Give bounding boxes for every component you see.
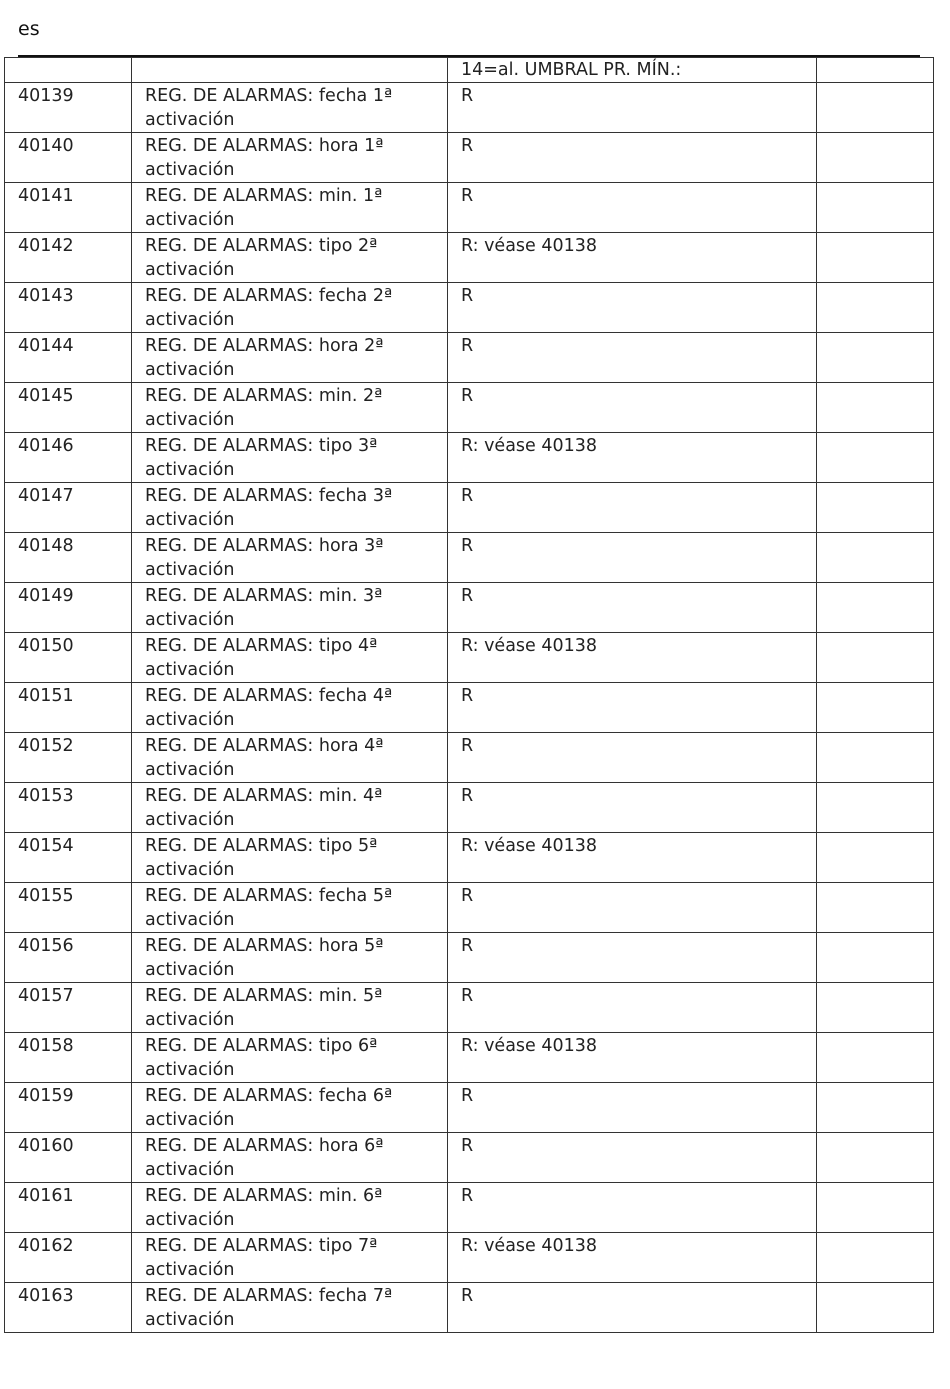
address-cell: 40145 [5, 383, 132, 433]
description-line: REG. DE ALARMAS: fecha 4ª [145, 686, 393, 706]
address-cell: 40159 [5, 1083, 132, 1133]
address-cell: 40147 [5, 483, 132, 533]
description-cell [132, 883, 448, 933]
description-line: activación [145, 810, 235, 830]
description-cell [132, 183, 448, 233]
description-cell [132, 1233, 448, 1283]
description-line: activación [145, 760, 235, 780]
notes-cell [817, 83, 934, 133]
access-cell: R [448, 183, 817, 233]
access-cell: R: véase 40138 [448, 233, 817, 283]
description-cell [132, 433, 448, 483]
notes-cell [817, 1183, 934, 1233]
description-line: REG. DE ALARMAS: hora 2ª [145, 336, 384, 356]
description-cell [132, 733, 448, 783]
table-row [5, 633, 934, 683]
address-cell: 40160 [5, 1133, 132, 1183]
description-line: activación [145, 710, 235, 730]
table-row [5, 1083, 934, 1133]
notes-cell [817, 833, 934, 883]
table-row [5, 1283, 934, 1333]
address-cell: 40152 [5, 733, 132, 783]
notes-cell [817, 283, 934, 333]
description-cell [132, 1183, 448, 1233]
description-line: activación [145, 310, 235, 330]
description-line: activación [145, 660, 235, 680]
table-row [5, 483, 934, 533]
description-line: REG. DE ALARMAS: hora 1ª [145, 136, 384, 156]
description-cell [132, 533, 448, 583]
access-cell: R [448, 133, 817, 183]
description-line: REG. DE ALARMAS: min. 5ª [145, 986, 383, 1006]
description-line: REG. DE ALARMAS: tipo 2ª [145, 236, 378, 256]
description-line: activación [145, 360, 235, 380]
access-cell: R [448, 1183, 817, 1233]
description-line: activación [145, 260, 235, 280]
continuation-row [5, 58, 934, 83]
description-line: activación [145, 110, 235, 130]
notes-cell [817, 633, 934, 683]
table-row [5, 233, 934, 283]
access-cell: R [448, 533, 817, 583]
description-line: REG. DE ALARMAS: fecha 6ª [145, 1086, 393, 1106]
notes-cell [817, 783, 934, 833]
description-cell [132, 1083, 448, 1133]
address-cell: 40150 [5, 633, 132, 683]
register-table-body [5, 58, 934, 1333]
address-cell: 40153 [5, 783, 132, 833]
description-cell [132, 683, 448, 733]
description-line: REG. DE ALARMAS: min. 2ª [145, 386, 383, 406]
notes-cell [817, 433, 934, 483]
table-row [5, 983, 934, 1033]
description-line: REG. DE ALARMAS: min. 1ª [145, 186, 383, 206]
notes-cell [817, 58, 934, 83]
access-cell: R [448, 683, 817, 733]
description-cell [132, 283, 448, 333]
table-row [5, 283, 934, 333]
address-cell: 40161 [5, 1183, 132, 1233]
table-row [5, 433, 934, 483]
access-cell: R [448, 1283, 817, 1333]
description-line: activación [145, 1160, 235, 1180]
table-row [5, 783, 934, 833]
description-line: activación [145, 460, 235, 480]
description-cell [132, 483, 448, 533]
table-row [5, 933, 934, 983]
description-line: REG. DE ALARMAS: tipo 7ª [145, 1236, 378, 1256]
description-cell [132, 633, 448, 683]
access-cell: R [448, 883, 817, 933]
address-cell: 40141 [5, 183, 132, 233]
access-cell: 14=al. UMBRAL PR. MÍN.: [448, 58, 817, 83]
description-line: REG. DE ALARMAS: fecha 3ª [145, 486, 393, 506]
table-row [5, 583, 934, 633]
table-row [5, 883, 934, 933]
access-cell: R: véase 40138 [448, 433, 817, 483]
description-line: REG. DE ALARMAS: tipo 6ª [145, 1036, 378, 1056]
description-line: REG. DE ALARMAS: hora 4ª [145, 736, 384, 756]
description-line: REG. DE ALARMAS: fecha 1ª [145, 86, 393, 106]
table-row [5, 1133, 934, 1183]
description-line: activación [145, 410, 235, 430]
description-cell [132, 583, 448, 633]
access-cell: R: véase 40138 [448, 1033, 817, 1083]
table-row [5, 683, 934, 733]
table-row [5, 183, 934, 233]
access-cell: R [448, 1083, 817, 1133]
table-row [5, 733, 934, 783]
notes-cell [817, 1083, 934, 1133]
description-line: REG. DE ALARMAS: min. 3ª [145, 586, 383, 606]
access-cell: R [448, 383, 817, 433]
table-row [5, 383, 934, 433]
description-cell [132, 83, 448, 133]
description-line: activación [145, 1210, 235, 1230]
description-line: REG. DE ALARMAS: tipo 3ª [145, 436, 378, 456]
access-cell: R [448, 933, 817, 983]
address-cell: 40158 [5, 1033, 132, 1083]
description-line: activación [145, 910, 235, 930]
access-cell: R [448, 83, 817, 133]
description-line: REG. DE ALARMAS: fecha 2ª [145, 286, 393, 306]
access-cell: R [448, 583, 817, 633]
address-cell: 40156 [5, 933, 132, 983]
address-cell: 40148 [5, 533, 132, 583]
notes-cell [817, 233, 934, 283]
notes-cell [817, 1233, 934, 1283]
address-cell: 40151 [5, 683, 132, 733]
description-line: activación [145, 1010, 235, 1030]
access-cell: R [448, 283, 817, 333]
address-cell: 40142 [5, 233, 132, 283]
description-cell [132, 1283, 448, 1333]
notes-cell [817, 483, 934, 533]
description-cell [132, 833, 448, 883]
address-cell: 40143 [5, 283, 132, 333]
description-line: activación [145, 210, 235, 230]
table-row [5, 1183, 934, 1233]
table-row [5, 333, 934, 383]
address-cell [5, 58, 132, 83]
notes-cell [817, 933, 934, 983]
description-cell [132, 333, 448, 383]
description-line: REG. DE ALARMAS: fecha 7ª [145, 1286, 393, 1306]
description-line: activación [145, 1260, 235, 1280]
modbus-register-table [4, 57, 934, 1333]
notes-cell [817, 333, 934, 383]
address-cell: 40157 [5, 983, 132, 1033]
address-cell: 40144 [5, 333, 132, 383]
description-line: activación [145, 560, 235, 580]
notes-cell [817, 383, 934, 433]
notes-cell [817, 1133, 934, 1183]
table-row [5, 1233, 934, 1283]
description-line: REG. DE ALARMAS: tipo 4ª [145, 636, 378, 656]
address-cell: 40162 [5, 1233, 132, 1283]
table-row [5, 83, 934, 133]
notes-cell [817, 733, 934, 783]
notes-cell [817, 583, 934, 633]
notes-cell [817, 983, 934, 1033]
description-cell [132, 133, 448, 183]
access-cell: R [448, 1133, 817, 1183]
notes-cell [817, 883, 934, 933]
notes-cell [817, 683, 934, 733]
description-line: activación [145, 860, 235, 880]
description-cell [132, 933, 448, 983]
address-cell: 40163 [5, 1283, 132, 1333]
description-cell [132, 1133, 448, 1183]
address-cell: 40139 [5, 83, 132, 133]
description-line: activación [145, 1310, 235, 1330]
description-cell [132, 783, 448, 833]
description-line: REG. DE ALARMAS: hora 6ª [145, 1136, 384, 1156]
description-line: activación [145, 160, 235, 180]
table-row [5, 133, 934, 183]
address-cell: 40140 [5, 133, 132, 183]
address-cell: 40146 [5, 433, 132, 483]
description-cell [132, 383, 448, 433]
description-line: REG. DE ALARMAS: hora 5ª [145, 936, 384, 956]
description-line: activación [145, 1110, 235, 1130]
access-cell: R [448, 483, 817, 533]
access-cell: R [448, 333, 817, 383]
description-line: REG. DE ALARMAS: min. 6ª [145, 1186, 383, 1206]
address-cell: 40154 [5, 833, 132, 883]
table-row [5, 1033, 934, 1083]
description-cell [132, 58, 448, 83]
access-cell: R: véase 40138 [448, 633, 817, 683]
notes-cell [817, 183, 934, 233]
description-line: activación [145, 610, 235, 630]
table-row [5, 833, 934, 883]
access-cell: R [448, 983, 817, 1033]
address-cell: 40155 [5, 883, 132, 933]
description-line: activación [145, 1060, 235, 1080]
access-cell: R [448, 783, 817, 833]
address-cell: 40149 [5, 583, 132, 633]
description-cell [132, 233, 448, 283]
notes-cell [817, 1033, 934, 1083]
description-line: REG. DE ALARMAS: hora 3ª [145, 536, 384, 556]
description-cell [132, 983, 448, 1033]
access-cell: R: véase 40138 [448, 833, 817, 883]
description-line: REG. DE ALARMAS: min. 4ª [145, 786, 383, 806]
description-line: REG. DE ALARMAS: tipo 5ª [145, 836, 378, 856]
description-line: activación [145, 960, 235, 980]
notes-cell [817, 1283, 934, 1333]
language-label: es [18, 18, 40, 40]
description-line: activación [145, 510, 235, 530]
description-line: REG. DE ALARMAS: fecha 5ª [145, 886, 393, 906]
access-cell: R [448, 733, 817, 783]
description-cell [132, 1033, 448, 1083]
table-row [5, 533, 934, 583]
notes-cell [817, 533, 934, 583]
access-cell: R: véase 40138 [448, 1233, 817, 1283]
notes-cell [817, 133, 934, 183]
